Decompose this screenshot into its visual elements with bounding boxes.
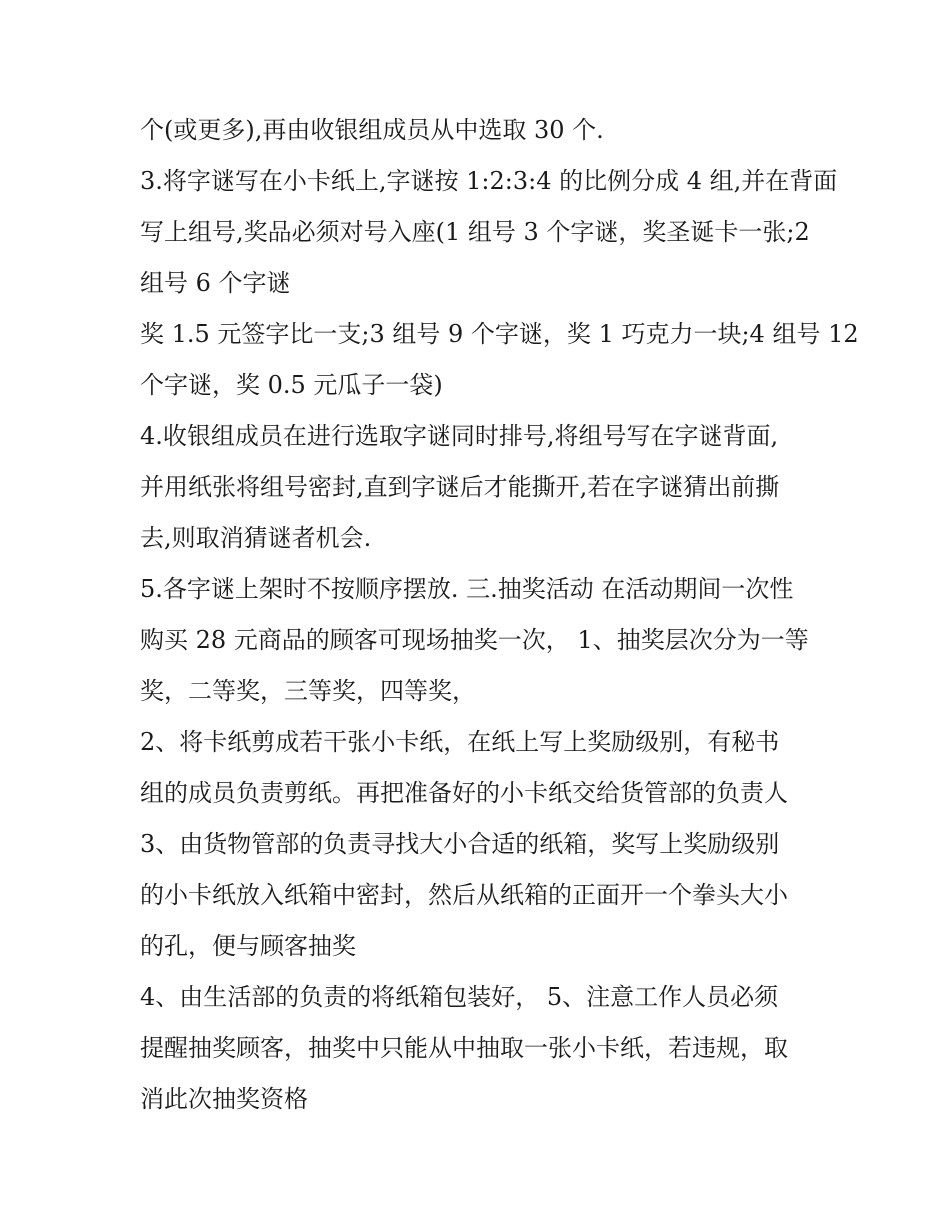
- text-line: 的孔，便与顾客抽奖: [140, 932, 356, 960]
- text-line: 消此次抽奖资格: [140, 1085, 308, 1113]
- text-line: 提醒抽奖顾客，抽奖中只能从中抽取一张小卡纸，若违规，取: [140, 1034, 788, 1062]
- text-line: 购买 28 元商品的顾客可现场抽奖一次， 1、抽奖层次分为一等: [140, 626, 809, 654]
- text-line: 的小卡纸放入纸箱中密封，然后从纸箱的正面开一个拳头大小: [140, 881, 788, 909]
- text-line: 3.将字谜写在小卡纸上,字谜按 1:2:3:4 的比例分成 4 组,并在背面: [140, 167, 838, 195]
- text-line: 2、将卡纸剪成若干张小卡纸，在纸上写上奖励级别，有秘书: [140, 728, 780, 756]
- text-line: 组的成员负责剪纸。再把准备好的小卡纸交给货管部的负责人: [140, 779, 788, 807]
- text-line: 3、由货物管部的负责寻找大小合适的纸箱，奖写上奖励级别: [140, 830, 780, 858]
- text-line: 去,则取消猜谜者机会.: [140, 524, 372, 552]
- text-line: 写上组号,奖品必须对号入座(1 组号 3 个字谜，奖圣诞卡一张;2: [140, 218, 810, 246]
- text-line: 个(或更多),再由收银组成员从中选取 30 个.: [140, 116, 604, 144]
- text-line: 个字谜，奖 0.5 元瓜子一袋): [140, 371, 443, 399]
- text-line: 组号 6 个字谜: [140, 269, 291, 297]
- text-line: 5.各字谜上架时不按顺序摆放. 三.抽奖活动 在活动期间一次性: [140, 575, 794, 603]
- text-line: 4.收银组成员在进行选取字谜同时排号,将组号写在字谜背面,: [140, 422, 779, 450]
- text-line: 4、由生活部的负责的将纸箱包装好， 5、注意工作人员必须: [140, 983, 779, 1011]
- text-line: 奖，二等奖，三等奖，四等奖，: [140, 677, 476, 705]
- text-line: 并用纸张将组号密封,直到字谜后才能撕开,若在字谜猜出前撕: [140, 473, 780, 501]
- text-line: 奖 1.5 元签字比一支;3 组号 9 个字谜，奖 1 巧克力一块;4 组号 12: [140, 320, 859, 348]
